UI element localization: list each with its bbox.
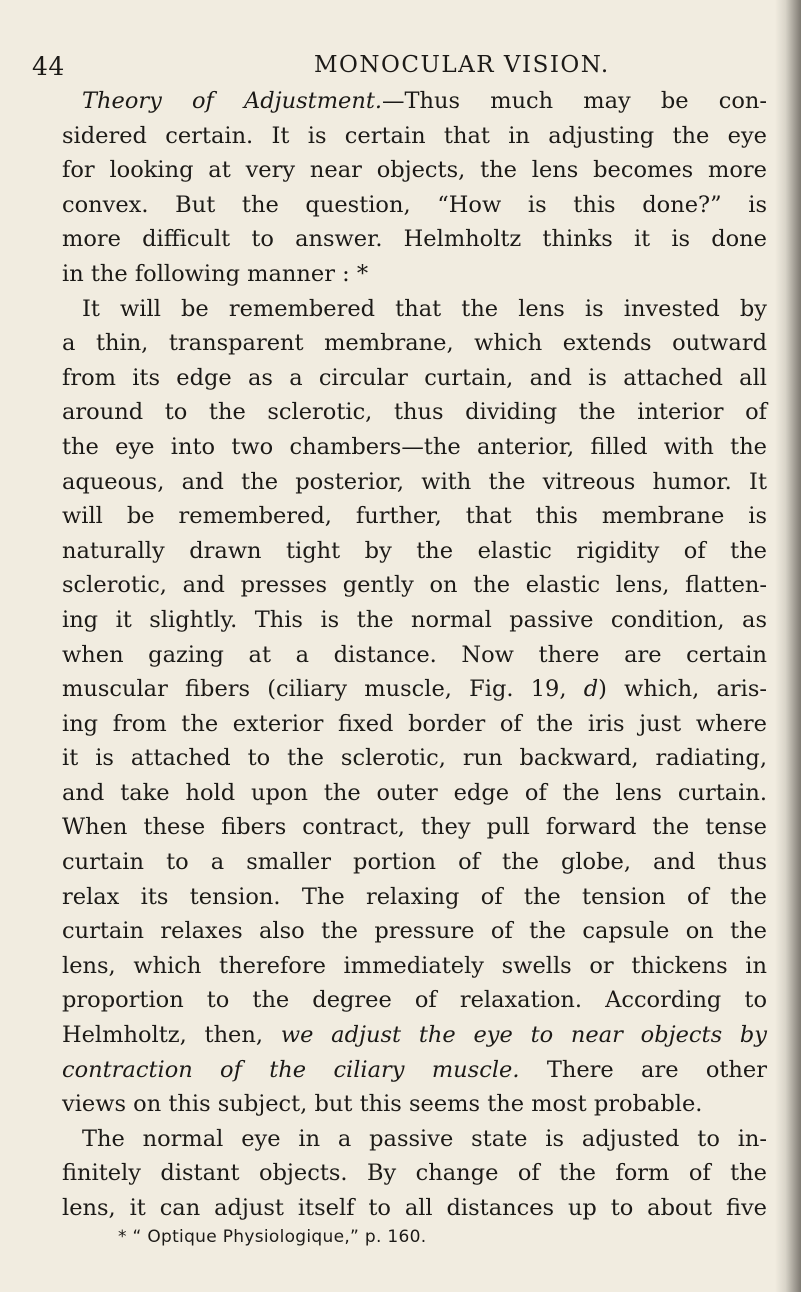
text-line: it is attached to the sclerotic, run backward, radiating, [62,745,767,772]
text-line: It will be remembered that the lens is invested by [82,295,767,322]
text-line: sidered certain. It is certain that in adjusting the eye [62,122,767,149]
text-line: in the following manner : * [62,260,369,287]
emphasis-text: we adjust the eye to near objects by [280,1022,768,1049]
footnote: * “ Optique Physiologique,” p. 160. [118,1227,427,1247]
text-line: more difficult to answer. Helmholtz thinks it is done [62,226,767,253]
running-title: MONOCULAR VISION. [314,52,610,78]
text-span: Helmholtz, then, [62,1022,281,1049]
text-line: proportion to the degree of relaxation. According to [62,987,767,1014]
text-line: lens, which therefore immediately swells or thickens in [62,952,767,979]
text-line: relax its tension. The relaxing of the tension of the [62,883,767,910]
emphasis-text: contraction of the ciliary muscle. [62,1056,520,1083]
figure-reference-letter: d [583,676,599,703]
text-line: a thin, transparent membrane, which extends outward [62,330,767,357]
text-line: The normal eye in a passive state is adjusted to in- [82,1125,767,1152]
text-line: from its edge as a circular curtain, and is attached all [62,364,767,391]
text-line: views on this subject, but this seems the most probable. [62,1091,703,1118]
text-line: convex. But the question, “How is this done?” is [62,191,767,218]
text-line [62,1018,767,1053]
paragraph-lens-membrane [62,292,767,1122]
paragraph-normal-eye [62,1122,767,1226]
text-span: There are other [519,1056,767,1083]
text-line: finitely distant objects. By change of the form of the [62,1160,767,1187]
text-line [62,1053,767,1088]
text-line [62,84,767,119]
text-line: lens, it can adjust itself to all distances up to about five [62,1195,767,1221]
body-text [62,84,767,1226]
text-line: sclerotic, and presses gently on the elastic lens, flatten- [62,572,767,599]
text-span: muscular fibers (ciliary muscle, Fig. 19, [62,676,584,703]
text-line: the eye into two chambers—the anterior, filled with the [62,433,767,460]
text-line: naturally drawn tight by the elastic rigidity of the [62,537,767,564]
text-span: —Thus much may be con- [382,88,767,114]
text-line: around to the sclerotic, thus dividing the interior of [62,399,767,426]
text-line: When these fibers contract, they pull forward the tense [62,814,767,841]
page-header [0,52,801,88]
text-line: will be remembered, further, that this membrane is [62,503,767,530]
text-line: and take hold upon the outer edge of the lens curtain. [62,779,767,806]
paragraph-theory-of-adjustment [62,84,767,292]
text-line: ing it slightly. This is the normal passive condition, as [62,606,767,633]
text-line: for looking at very near objects, the lens becomes more [62,157,767,184]
text-line [62,672,767,707]
text-line: curtain relaxes also the pressure of the capsule on the [62,918,767,945]
text-line: curtain to a smaller portion of the globe, and thus [62,849,767,876]
text-span: ) which, aris- [598,676,767,703]
text-line: ing from the exterior fixed border of the iris just where [62,710,767,737]
text-line: aqueous, and the posterior, with the vitreous humor. It [62,468,767,495]
page-number: 44 [32,52,65,81]
section-heading: Theory of Adjustment. [82,88,383,114]
page-edge-shadow [775,0,801,1292]
text-line: when gazing at a distance. Now there are certain [62,641,767,668]
